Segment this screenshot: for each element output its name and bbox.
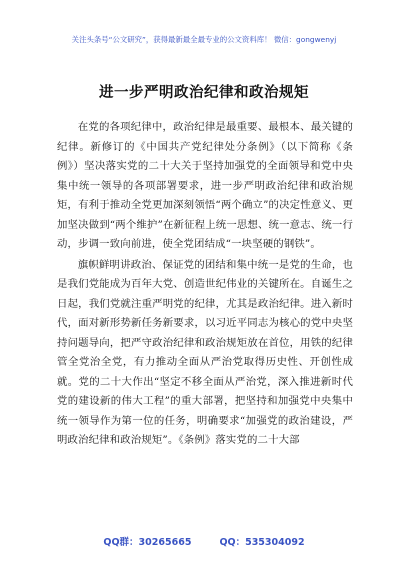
- document-body: [57, 118, 353, 452]
- footer-contact: [0, 534, 408, 548]
- paragraph: 在党的各项纪律中，政治纪律是最重要、最根本、最关键的纪律。新修订的《中国共产党纪律处分条例》（以下简称《条例》）坚决落实党的二十大关于坚持加强党的全面领导和党中央集中统一领导的各项部署要求，进一步严明政治纪律和政治规矩，有利于推动全党更加深刻领悟“两个确立”的决定性意义、更加坚决做到“两个维护”在新征程上统一思想、统一意志、统一行动，步调一致向前进，使全党团结成“一块坚硬的钢铁”。: [57, 121, 353, 250]
- header-notice: 关注头条号“公文研究”，获得最新最全最专业的公文资料库！ 微信：gongwenyj: [71, 35, 337, 44]
- document-title: 进一步严明政治纪律和政治规矩: [99, 84, 309, 101]
- qq-group-text: QQ群：30265665: [103, 537, 192, 548]
- qq-contact-text: QQ：535304092: [219, 537, 305, 548]
- paragraph: 旗帜鲜明讲政治、保证党的团结和集中统一是党的生命，也是我们党能成为百年大党、创造世纪伟业的关键所在。自诞生之日起，我们党就注重严明党的纪律，尤其是政治纪律。进入新时代，面对新形势新任务新要求，以习近平同志为核心的党中央坚持问题导向，把严守政治纪律和政治规矩放在首位，用铁的纪律管全党治全党，有力推动全面从严治党取得历史性、开创性成就。党的二十大作出“坚定不移全面从严治党，深入推进新时代党的建设新的伟大工程”的重大部署，把坚持和加强党中央集中统一领导作为第一位的任务，明确要求“加强党的政治建设，严明政治纪律和政治规矩”。《条例》落实党的二十大部: [57, 258, 353, 446]
